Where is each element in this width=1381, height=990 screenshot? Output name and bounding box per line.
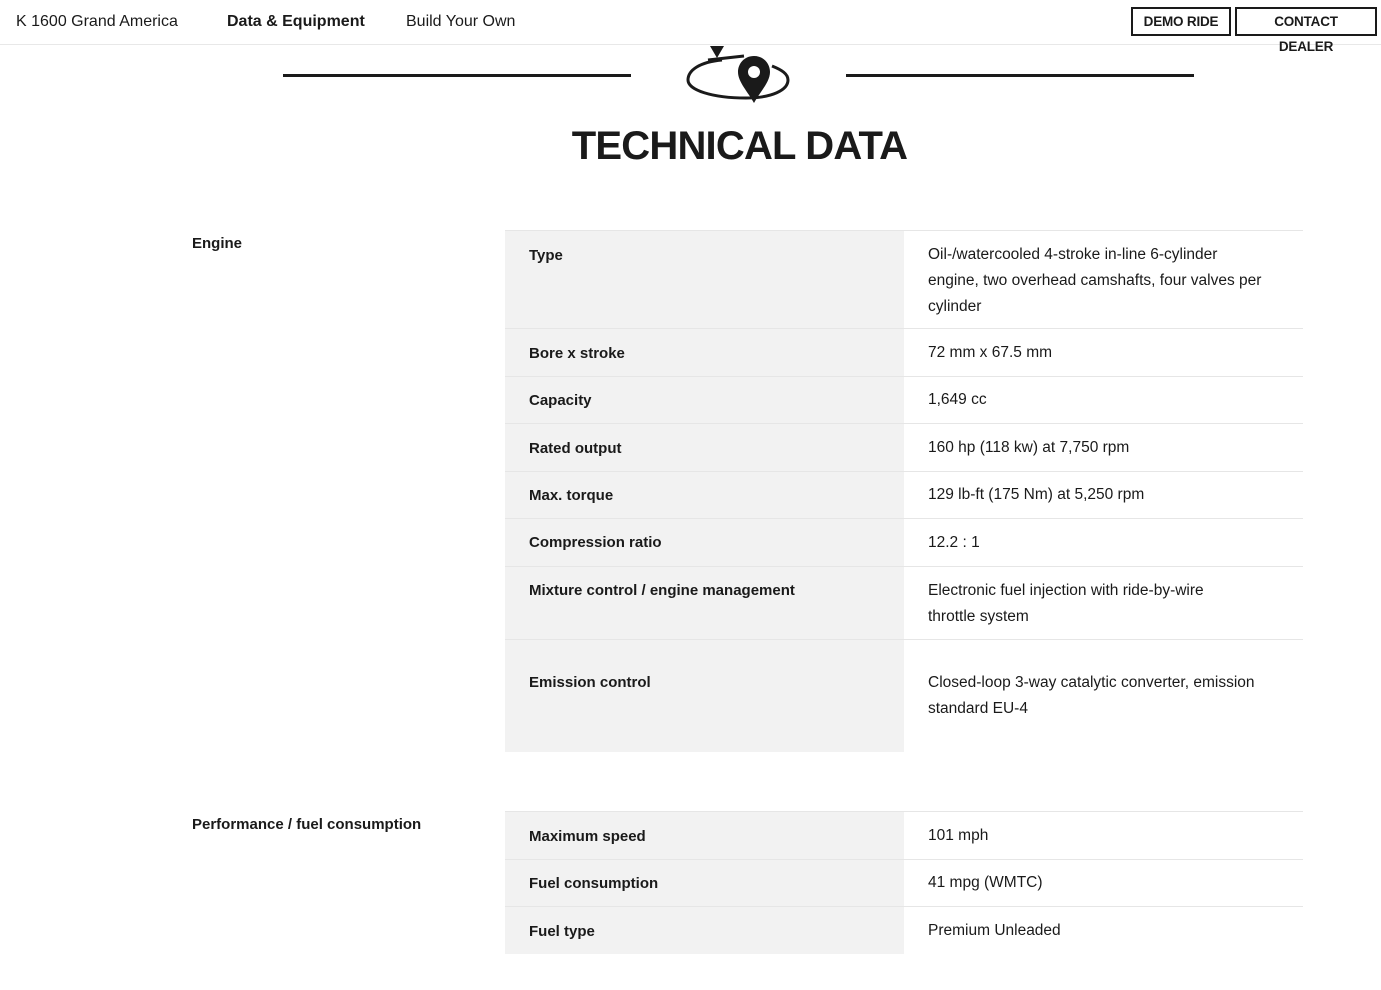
spec-value: 160 hp (118 kw) at 7,750 rpm	[904, 424, 1303, 471]
spec-value: Closed-loop 3-way catalytic converter, emission standard EU-4	[904, 640, 1303, 752]
spec-key: Mixture control / engine management	[529, 582, 795, 599]
section-heading	[0, 46, 1381, 186]
spec-key: Type	[529, 247, 563, 264]
nav-model-link[interactable]: K 1600 Grand America	[16, 13, 178, 30]
table-row	[505, 518, 1303, 566]
demo-ride-button[interactable]: DEMO RIDE	[1131, 7, 1231, 36]
table-row	[505, 471, 1303, 518]
spec-key: Capacity	[529, 392, 592, 409]
table-row	[505, 230, 1303, 328]
section-label-performance: Performance / fuel consumption	[192, 816, 422, 833]
spec-value: Oil-/watercooled 4-stroke in-line 6-cylinder engine, two overhead camshafts, four valves per cylinder	[904, 231, 1303, 328]
engine-spec-table	[505, 230, 1303, 752]
spec-key: Rated output	[529, 440, 622, 457]
top-navigation	[0, 0, 1381, 54]
spec-key: Fuel type	[529, 923, 595, 940]
table-row	[505, 811, 1303, 859]
location-pin-orbit-icon	[686, 46, 790, 104]
table-row	[505, 639, 1303, 752]
heading-rule-left	[283, 74, 631, 77]
spec-value: 1,649 cc	[904, 377, 1303, 423]
nav-data-equipment-link[interactable]: Data & Equipment	[227, 13, 365, 30]
performance-spec-table	[505, 811, 1303, 954]
spec-value: 41 mpg (WMTC)	[904, 860, 1303, 906]
section-label-engine: Engine	[192, 235, 243, 252]
spec-key: Compression ratio	[529, 534, 662, 551]
spec-key: Max. torque	[529, 487, 614, 504]
spec-value: Premium Unleaded	[904, 907, 1303, 954]
table-row	[505, 859, 1303, 906]
table-row	[505, 566, 1303, 639]
spec-value: Electronic fuel injection with ride-by-wire throttle system	[904, 567, 1303, 639]
page-title: TECHNICAL DATA	[571, 124, 908, 168]
table-row	[505, 423, 1303, 471]
spec-key: Emission control	[529, 674, 651, 691]
spec-value: 101 mph	[904, 812, 1303, 859]
spec-value: 12.2 : 1	[904, 519, 1303, 566]
spec-key: Fuel consumption	[529, 875, 659, 892]
table-row	[505, 376, 1303, 423]
heading-rule-right	[846, 74, 1194, 77]
contact-dealer-button[interactable]: CONTACT DEALER	[1235, 7, 1377, 36]
spec-value: 129 lb-ft (175 Nm) at 5,250 rpm	[904, 472, 1303, 518]
table-row	[505, 906, 1303, 954]
nav-build-your-own-link[interactable]: Build Your Own	[406, 13, 516, 30]
spec-value: 72 mm x 67.5 mm	[904, 329, 1303, 376]
spec-key: Maximum speed	[529, 828, 646, 845]
table-row	[505, 328, 1303, 376]
spec-key: Bore x stroke	[529, 345, 625, 362]
